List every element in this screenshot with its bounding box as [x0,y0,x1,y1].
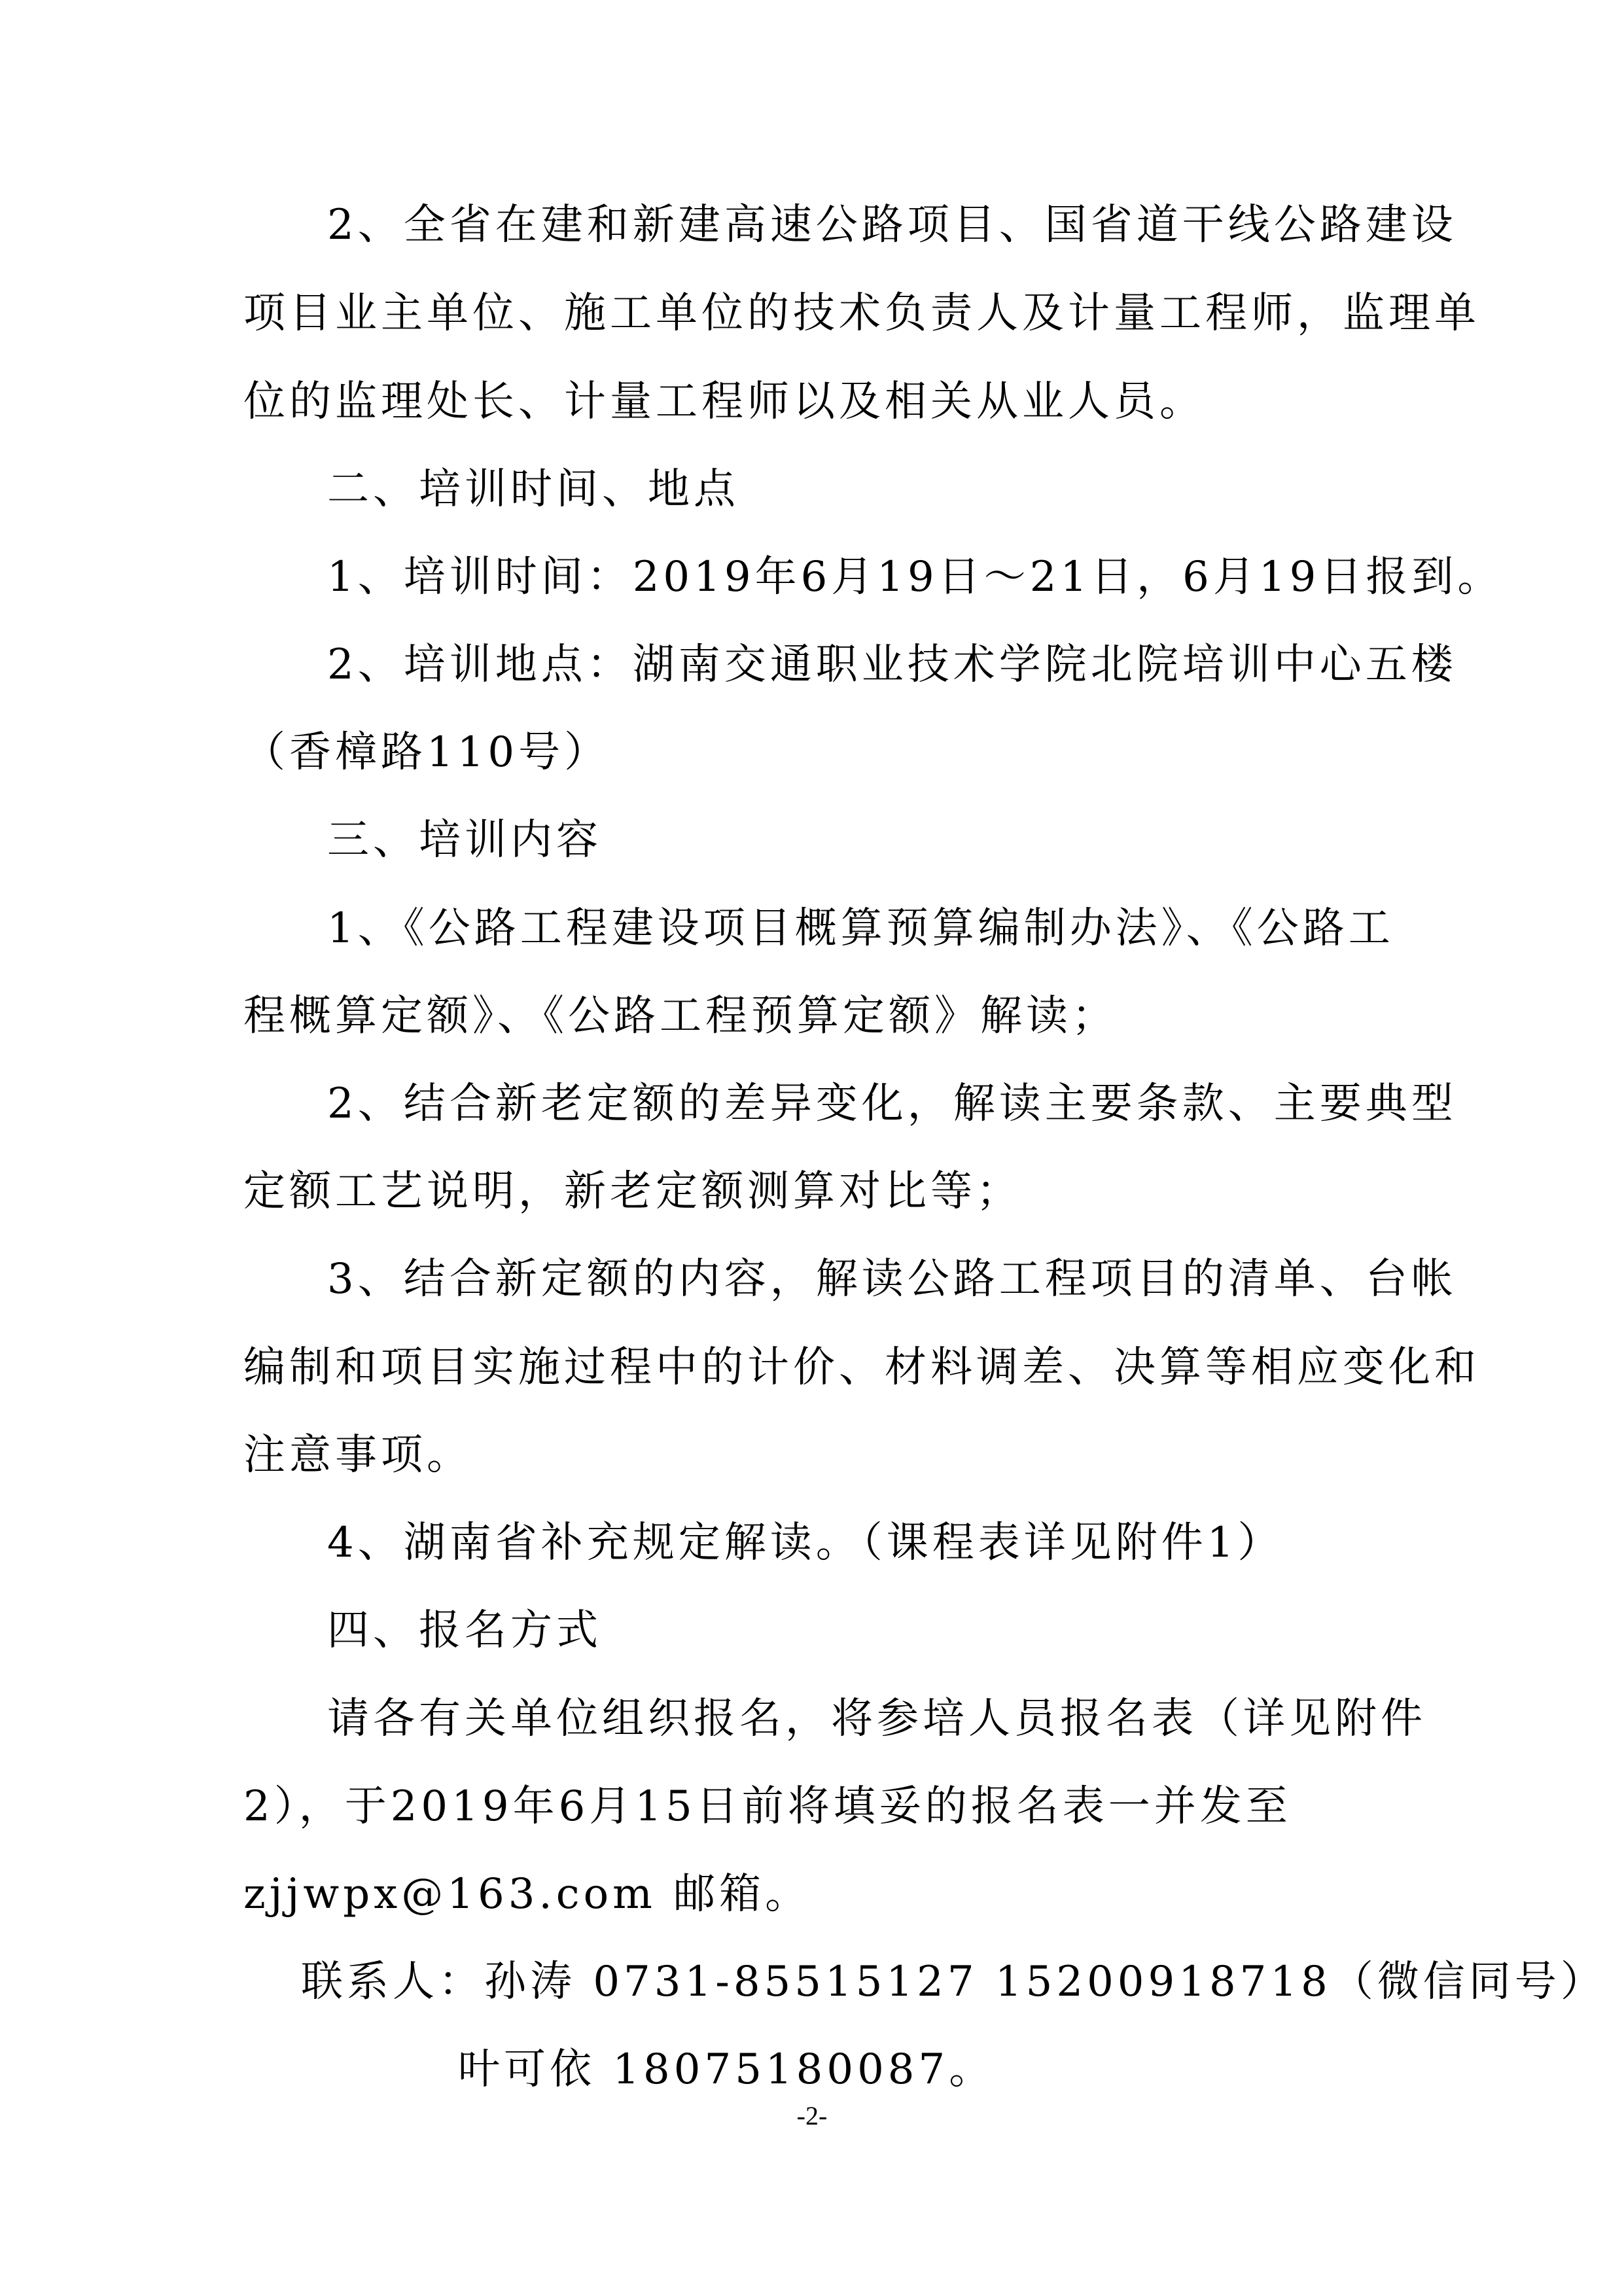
paragraph-line: 3、结合新定额的内容，解读公路工程项目的清单、台帐 [327,1255,1457,1303]
paragraph-line: 2），于2019年6月15日前将填妥的报名表一并发至 [243,1782,1292,1831]
paragraph-line: 请各有关单位组织报名，将参培人员报名表（详见附件 [327,1695,1426,1743]
paragraph-line: 项目业主单位、施工单位的技术负责人及计量工程师，监理单 [243,289,1480,338]
paragraph-line: 编制和项目实施过程中的计价、材料调差、决算等相应变化和 [243,1343,1480,1392]
contact-line: 联系人：孙涛 0731-85515127 15200918718（微信同号） [301,1958,1606,2006]
paragraph-line: 位的监理处长、计量工程师以及相关从业人员。 [243,378,1205,426]
paragraph-line: 2、培训地点：湖南交通职业技术学院北院培训中心五楼 [327,641,1457,689]
paragraph-line: 2、全省在建和新建高速公路项目、国省道干线公路建设 [327,201,1457,249]
section-heading: 三、培训内容 [327,816,602,864]
paragraph-line: 1、《公路工程建设项目概算预算编制办法》、《公路工 [327,904,1394,953]
paragraph-line: 4、湖南省补充规定解读。（课程表详见附件1） [327,1519,1284,1567]
paragraph-line: 定额工艺说明，新老定额测算对比等； [243,1167,1022,1216]
paragraph-line: 注意事项。 [243,1431,472,1479]
paragraph-line: 程概算定额》、《公路工程预算定额》解读； [243,992,1118,1040]
paragraph-line: 2、结合新老定额的差异变化，解读主要条款、主要典型 [327,1080,1457,1128]
paragraph-line: （香樟路110号） [243,728,610,777]
section-heading: 四、报名方式 [327,1606,602,1655]
contact-line: 叶可依 18075180087。 [458,2045,995,2094]
paragraph-line: 1、培训时间：2019年6月19日～21日，6月19日报到。 [327,553,1504,601]
page-number: -2- [796,2101,828,2130]
email-line: zjjwpx@163.com 邮箱。 [243,1870,811,1918]
section-heading: 二、培训时间、地点 [327,465,739,514]
